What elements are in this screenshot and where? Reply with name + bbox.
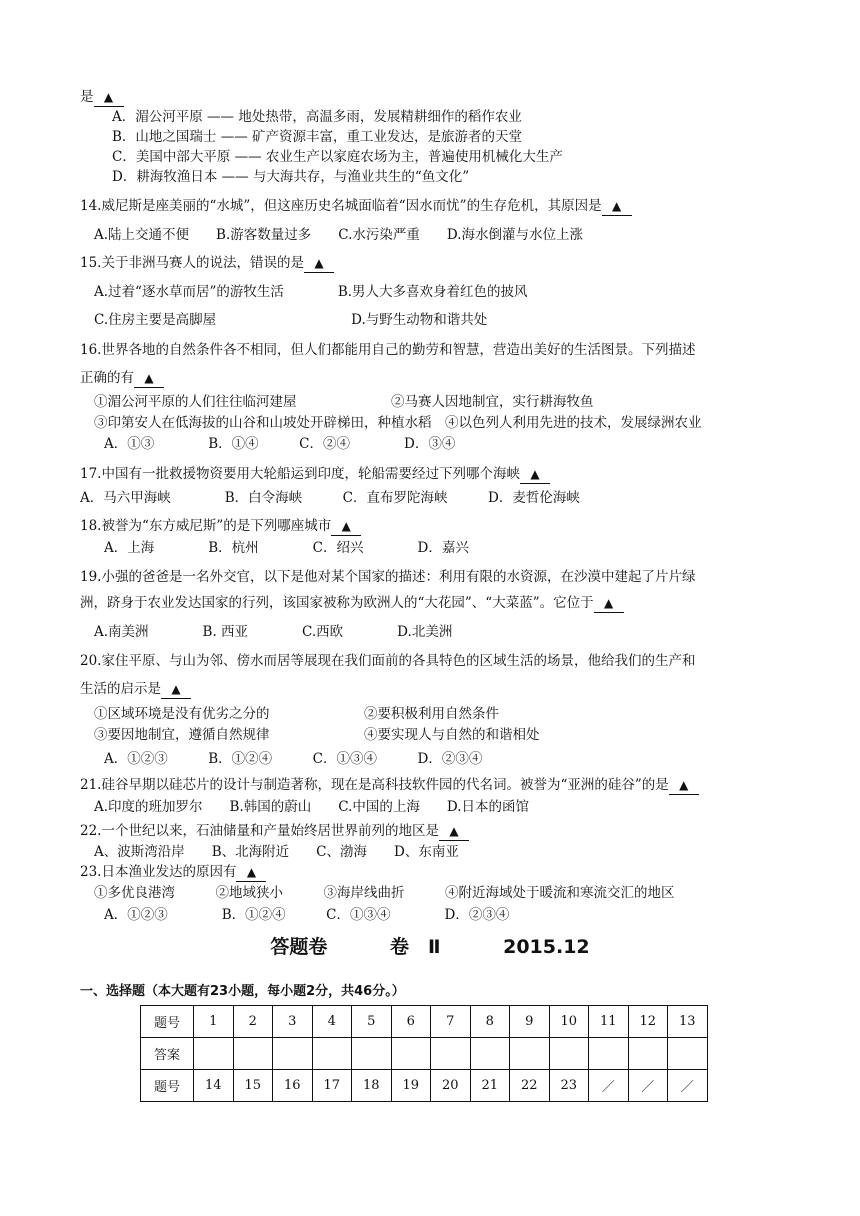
answer-blank-triangle: ▲ xyxy=(94,88,124,107)
number-cell: 12 xyxy=(628,1006,668,1038)
line-text: ③印第安人在低海拔的山谷和山坡处开辟梯田，种植水稻 ④以色列人利用先进的技术，发展绿洲农业 xyxy=(94,415,702,431)
text-line xyxy=(94,311,487,329)
line-text: B．山地之国瑞士 —— 矿产资源丰富，重工业发达，是旅游者的天堂 xyxy=(112,129,523,145)
answer-cell[interactable] xyxy=(510,1038,550,1070)
number-cell: ／ xyxy=(589,1070,629,1102)
answer-cell[interactable] xyxy=(391,1038,431,1070)
line-text: 正确的有 xyxy=(80,370,134,386)
number-cell: 4 xyxy=(312,1006,352,1038)
number-cell: 13 xyxy=(668,1006,708,1038)
answer-cell[interactable] xyxy=(352,1038,392,1070)
text-line xyxy=(94,843,459,861)
line-text: 17.中国有一批救援物资要用大轮船运到印度，轮船需要经过下列哪个海峡 xyxy=(80,466,520,482)
text-line xyxy=(112,108,522,126)
line-text: A.过着“逐水草而居”的游牧生活 B.男人大多喜欢身着红色的披风 xyxy=(94,284,528,300)
number-cell: 1 xyxy=(194,1006,234,1038)
row-label: 题号 xyxy=(141,1006,194,1038)
line-text: 是 xyxy=(80,89,94,105)
answer-blank-triangle: ▲ xyxy=(134,369,164,388)
text-line xyxy=(80,341,695,359)
text-line xyxy=(80,594,624,613)
line-text: A.印度的班加罗尔 B.韩国的蔚山 C.中国的上海 D.日本的函馆 xyxy=(94,799,530,815)
line-text: 23.日本渔业发达的原因有 xyxy=(80,864,237,880)
text-line xyxy=(80,88,124,107)
text-line xyxy=(80,680,191,699)
title-part-1: 答题卷 xyxy=(270,936,328,958)
number-cell: 9 xyxy=(510,1006,550,1038)
text-line xyxy=(104,539,469,557)
number-cell: 11 xyxy=(589,1006,629,1038)
line-text: ①湄公河平原的人们往往临河建屋 ②马赛人因地制宜，实行耕海牧鱼 xyxy=(94,394,594,410)
text-line xyxy=(94,884,675,902)
table-row-numbers-1 xyxy=(141,1006,708,1038)
line-text: 生活的启示是 xyxy=(80,681,161,697)
table-row-numbers-2 xyxy=(141,1070,708,1102)
answer-blank-triangle: ▲ xyxy=(520,465,550,484)
line-text: ①多优良港湾 ②地域狭小 ③海岸线曲折 ④附近海域处于暖流和寒流交汇的地区 xyxy=(94,885,675,901)
text-line xyxy=(94,283,528,301)
line-text: A．①②③ B．①②④ C．①③④ D．②③④ xyxy=(104,907,510,923)
line-text: 20.家住平原、与山为邻、傍水而居等展现在我们面前的各具特色的区域生活的场景，他给我们的生产和 xyxy=(80,653,696,669)
number-cell: 20 xyxy=(431,1070,471,1102)
text-line xyxy=(80,369,164,388)
table-row-answers xyxy=(141,1038,708,1070)
answer-cell[interactable] xyxy=(470,1038,510,1070)
text-line xyxy=(94,226,583,244)
line-text: A.陆上交通不便 B.游客数量过多 C.水污染严重 D.海水倒灌与水位上涨 xyxy=(94,227,584,243)
answer-cell[interactable] xyxy=(628,1038,668,1070)
line-text: 19.小强的爸爸是一名外交官，以下是他对某个国家的描述：利用有限的水资源，在沙漠中建起了片片绿 xyxy=(80,569,696,585)
answer-blank-triangle: ▲ xyxy=(331,517,361,536)
number-cell: 8 xyxy=(470,1006,510,1038)
number-cell: 6 xyxy=(391,1006,431,1038)
number-cell: 10 xyxy=(549,1006,589,1038)
line-text: 14.威尼斯是座美丽的“水城”，但这座历史名城面临着“因水而忧”的生存危机，其原因是 xyxy=(80,198,602,214)
answer-cell[interactable] xyxy=(233,1038,273,1070)
text-line xyxy=(112,148,563,166)
number-cell: 3 xyxy=(273,1006,313,1038)
text-line xyxy=(94,414,702,432)
line-text: 18.被誉为“东方威尼斯”的是下列哪座城市 xyxy=(80,518,332,534)
line-text: 16.世界各地的自然条件各不相同，但人们都能用自己的勤劳和智慧，营造出美好的生活图景。下列描述 xyxy=(80,342,696,358)
line-text: C．美国中部大平原 —— 农业生产以家庭农场为主，普遍使用机械化大生产 xyxy=(112,149,563,165)
line-text: A．湄公河平原 —— 地处热带，高温多雨，发展精耕细作的稻作农业 xyxy=(112,109,522,125)
answer-cell[interactable] xyxy=(194,1038,234,1070)
text-line xyxy=(80,568,695,586)
answer-blank-triangle: ▲ xyxy=(236,863,266,882)
section-heading: 一、选择题（本大题有23小题，每小题2分，共46分。） xyxy=(80,984,405,999)
title-part-3: 2015.12 xyxy=(503,936,590,958)
number-cell: 2 xyxy=(233,1006,273,1038)
text-line xyxy=(80,489,580,507)
number-cell: 16 xyxy=(273,1070,313,1102)
number-cell: 23 xyxy=(549,1070,589,1102)
line-text: 15.关于非洲马赛人的说法，错误的是 xyxy=(80,255,304,271)
answer-cell[interactable] xyxy=(549,1038,589,1070)
text-line xyxy=(80,776,699,795)
line-text: A.南美洲 B. 西亚 C.西欧 D.北美洲 xyxy=(94,624,453,640)
text-line xyxy=(80,652,695,670)
number-cell: ／ xyxy=(628,1070,668,1102)
text-line xyxy=(80,822,469,841)
title-part-2: 卷 Ⅱ xyxy=(389,936,441,958)
answer-blank-triangle: ▲ xyxy=(594,594,624,613)
text-line xyxy=(104,435,455,453)
answer-table xyxy=(140,1005,708,1102)
answer-blank-triangle: ▲ xyxy=(602,197,632,216)
number-cell: 21 xyxy=(470,1070,510,1102)
number-cell: 17 xyxy=(312,1070,352,1102)
text-line xyxy=(112,128,522,146)
answer-cell[interactable] xyxy=(312,1038,352,1070)
answer-blank-triangle: ▲ xyxy=(304,254,334,273)
line-text: A．①③ B．①④ C．②④ D．③④ xyxy=(104,436,456,452)
answer-cell[interactable] xyxy=(431,1038,471,1070)
line-text: A．①②③ B．①②④ C．①③④ D．②③④ xyxy=(104,751,483,767)
number-cell: 7 xyxy=(431,1006,471,1038)
line-text: A、波斯湾沿岸 B、北海附近 C、渤海 D、东南亚 xyxy=(94,844,459,860)
row-label: 题号 xyxy=(141,1070,194,1102)
number-cell: 19 xyxy=(391,1070,431,1102)
text-line xyxy=(80,254,334,273)
text-line xyxy=(94,393,594,411)
text-line xyxy=(80,517,361,536)
answer-blank-triangle: ▲ xyxy=(669,776,699,795)
line-text: ③要因地制宜，遵循自然规律 ④要实现人与自然的和谐相处 xyxy=(94,727,540,743)
text-line xyxy=(94,726,540,744)
line-text: A．上海 B．杭州 C．绍兴 D．嘉兴 xyxy=(104,540,469,556)
text-line xyxy=(112,168,469,186)
answer-cell[interactable] xyxy=(589,1038,629,1070)
line-text: D．耕海牧渔日本 —— 与大海共存，与渔业共生的“鱼文化” xyxy=(112,169,470,185)
number-cell: 5 xyxy=(352,1006,392,1038)
line-text: ①区域环境是没有优劣之分的 ②要积极利用自然条件 xyxy=(94,706,499,722)
line-text: 21.硅谷早期以硅芯片的设计与制造著称，现在是高科技软件园的代名词。被誉为“亚洲的硅谷”的是 xyxy=(80,777,669,793)
line-text: A．马六甲海峡 B．白令海峡 C．直布罗陀海峡 D．麦哲伦海峡 xyxy=(80,490,580,506)
number-cell: 15 xyxy=(233,1070,273,1102)
number-cell: 18 xyxy=(352,1070,392,1102)
number-cell: 22 xyxy=(510,1070,550,1102)
text-line xyxy=(94,798,529,816)
number-cell: 14 xyxy=(194,1070,234,1102)
line-text: 洲，跻身于农业发达国家的行列，该国家被称为欧洲人的“大花园”、“大菜蓝”。它位于 xyxy=(80,595,594,611)
line-text: C.住房主要是高脚屋 D.与野生动物和谐共处 xyxy=(94,312,488,328)
answer-sheet-title xyxy=(0,932,860,959)
text-line xyxy=(80,197,632,216)
line-text: 22.一个世纪以来，石油储量和产量始终居世界前列的地区是 xyxy=(80,823,439,839)
text-line xyxy=(104,750,482,768)
answer-cell[interactable] xyxy=(668,1038,708,1070)
answer-blank-triangle: ▲ xyxy=(439,822,469,841)
row-label: 答案 xyxy=(141,1038,194,1070)
answer-cell[interactable] xyxy=(273,1038,313,1070)
text-line xyxy=(80,863,266,882)
number-cell: ／ xyxy=(668,1070,708,1102)
answer-blank-triangle: ▲ xyxy=(161,680,191,699)
text-line xyxy=(94,623,452,641)
text-line xyxy=(104,906,509,924)
text-line xyxy=(94,705,499,723)
text-line xyxy=(80,465,550,484)
